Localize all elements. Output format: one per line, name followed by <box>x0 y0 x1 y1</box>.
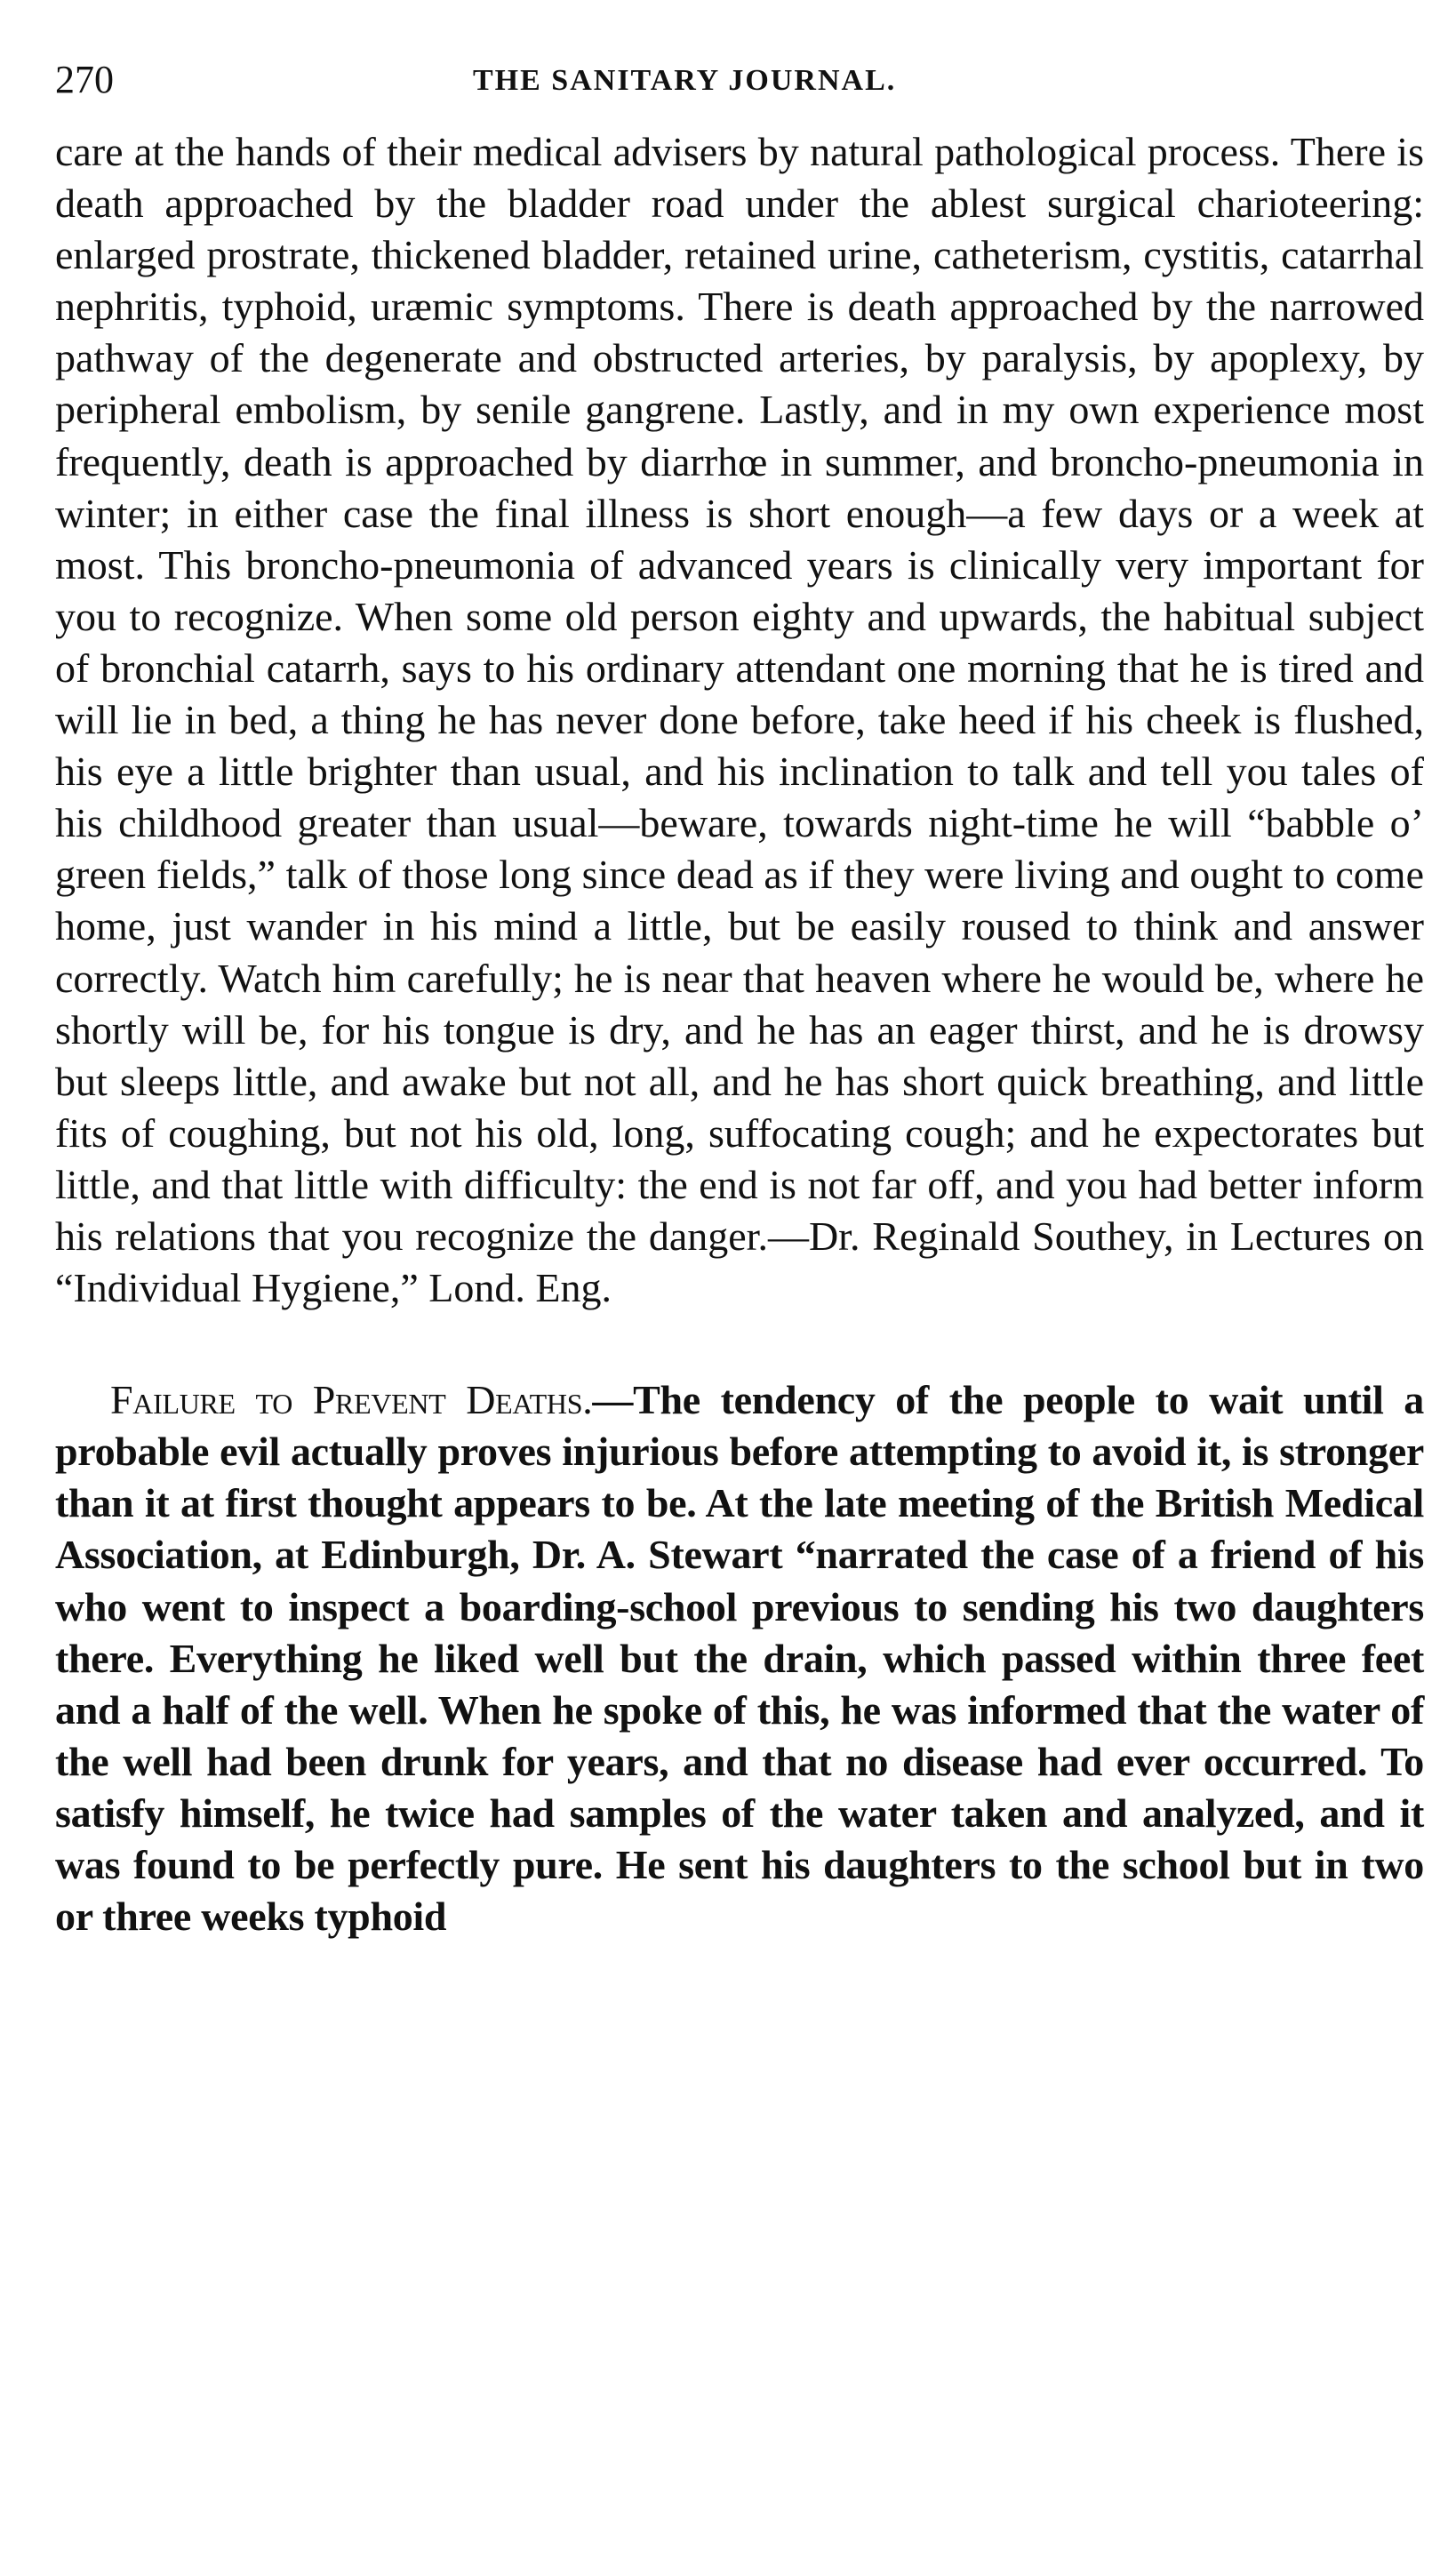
paragraph-failure-to-prevent-deaths <box>55 1374 1424 1942</box>
paragraph-text: —The tendency of the people to wait until a probable evil actually proves injurious before attempting to avoid it, is stronger than it at first thought appears to be. At the late meeting of the British Medical Association, at Edinburgh, Dr. A. Stewart “narrated the case of a friend of his who went to inspect a boarding-school previous to sending his two daughters there. Everything he liked well but the drain, which passed within three feet and a half of the well. When he spoke of this, he was informed that the water of the well had been drunk for years, and that no disease had ever occurred. To satisfy himself, he twice had samples of the water taken and analyzed, and it was found to be perfectly pure. He sent his daughters to the school but in two or three weeks typhoid <box>55 1377 1425 1940</box>
paragraph-continued: care at the hands of their medical advisers by natural pathological process. There is death approached by the bladder road under the ablest surgical charioteering: enlarged prostrate, thickened bladder, retained urine, catheterism, cystitis, catarrhal nephritis, typhoid, uræmic symptoms. There is death approached by the narrowed pathway of the degenerate and obstructed arteries, by paralysis, by apoplexy, by peripheral embolism, by senile gangrene. Lastly, and in my own experience most frequently, death is approached by diarrhœ in summer, and broncho-pneumonia in winter; in either case the final illness is short enough—a few days or a week at most. This broncho-pneumonia of advanced years is clinically very important for you to recognize. When some old person eighty and upwards, the habitual subject of bronchial catarrh, says to his ordinary attendant one morning that he is tired and will lie in bed, a thing he has never done before, take heed if his cheek is flushed, his eye a little brighter than usual, and his inclination to talk and tell you tales of his childhood greater than usual—beware, towards night-time he will “babble o’ green fields,” talk of those long since dead as if they were living and ought to come home, just wander in his mind a little, but be easily roused to think and answer correctly. Watch him carefully; he is near that heaven where he would be, where he shortly will be, for his tongue is dry, and he has an eager thirst, and he is drowsy but sleeps little, and awake but not all, and he has short quick breathing, and little fits of coughing, but not his old, long, suffocating cough; and he expectorates but little, and that little with difficulty: the end is not far off, and you had better inform his relations that you recognize the danger.—Dr. Reginald Southey, in Lectures on “Individual Hygiene,” Lond. Eng. <box>55 129 1424 1311</box>
journal-title: THE SANITARY JOURNAL. <box>473 64 897 97</box>
running-head <box>55 53 1424 116</box>
article-body <box>55 126 1424 1942</box>
page-number: 270 <box>55 58 114 101</box>
journal-page <box>55 53 1424 1942</box>
section-heading: Failure to Prevent Deaths. <box>110 1377 593 1423</box>
